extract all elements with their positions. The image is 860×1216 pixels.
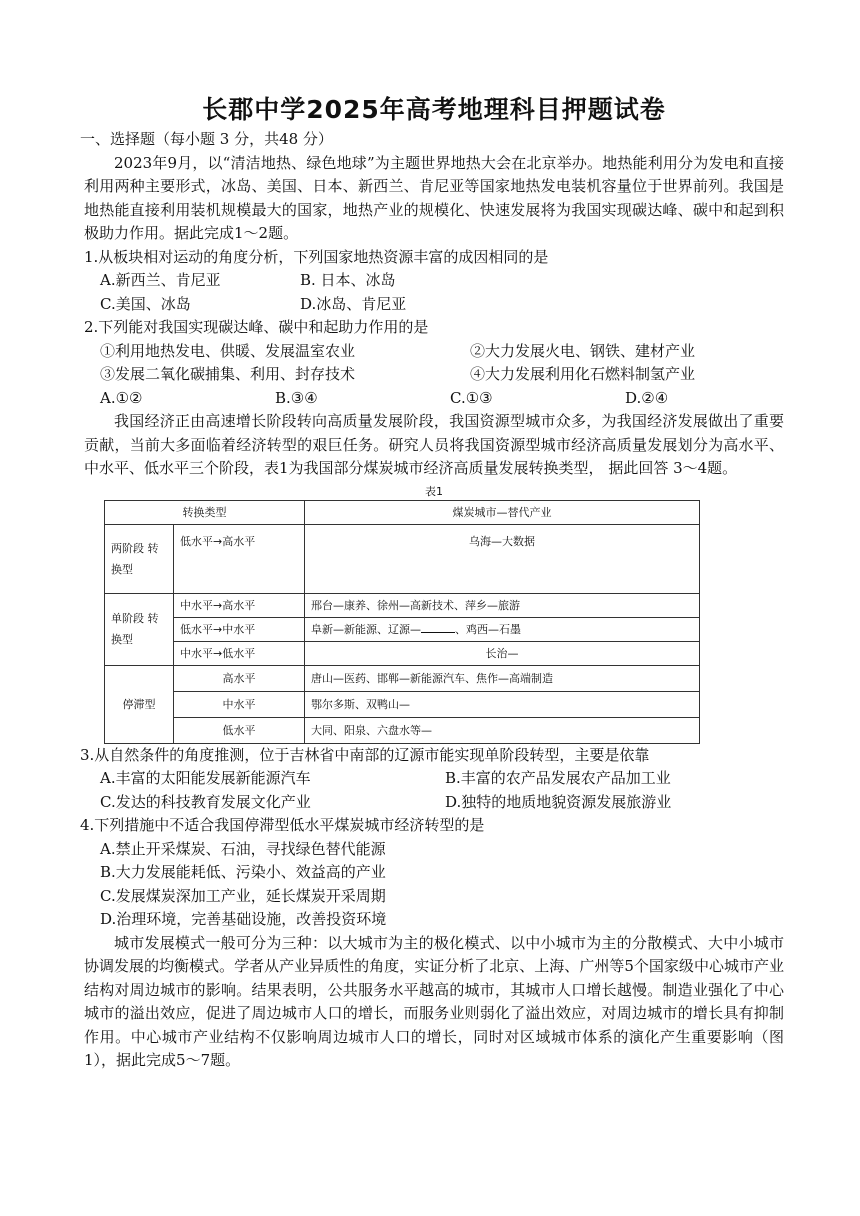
q2-option-a: A.①② <box>100 388 143 407</box>
question-1-stem: 1.从板块相对运动的角度分析，下列国家地热资源丰富的成因相同的是 <box>84 247 549 266</box>
table-type: 低水平→中水平 <box>174 617 305 641</box>
fill-blank <box>421 622 455 633</box>
q1-option-d: D.冰岛、肯尼亚 <box>300 294 407 313</box>
question-4-stem: 4.下列措施中不适合我国停滞型低水平煤炭城市经济转型的是 <box>80 816 485 834</box>
table-row <box>105 617 700 641</box>
table-value: 邢台—康养、徐州—高新技术、萍乡—旅游 <box>305 593 700 617</box>
material-2: 我国经济正由高速增长阶段转向高质量发展阶段，我国资源型城市众多，为我国经济发展做出了重要贡献，当前大多面临着经济转型的艰巨任务。研究人员将我国资源型城市经济高质量发展划分为高水平、中水平、低水平三个阶段，表1为我国部分煤炭城市经济高质量发展转换类型， 据此回答 3～4题。 <box>84 412 784 477</box>
q2-option-b: B.③④ <box>275 388 318 407</box>
table-1 <box>104 500 700 744</box>
question-2-stem: 2.下列能对我国实现碳达峰、碳中和起助力作用的是 <box>84 318 429 336</box>
question-1-options-row2 <box>84 293 784 317</box>
table-caption: 表1 <box>425 484 443 498</box>
table-header-type: 转换类型 <box>105 500 305 524</box>
table-value: 长治— <box>305 641 700 665</box>
table-header-row <box>105 500 700 524</box>
question-3-options-row1 <box>84 767 784 791</box>
table-value: 乌海—大数据 <box>305 524 700 593</box>
exam-page <box>80 90 784 1073</box>
table-row <box>105 691 700 717</box>
q2-statement-3: ③发展二氧化碳捕集、利用、封存技术 <box>100 365 356 383</box>
table-value: 鄂尔多斯、双鸭山— <box>305 691 700 717</box>
q2-statement-2: ②大力发展火电、钢铁、建材产业 <box>470 341 696 360</box>
question-2-options <box>84 387 784 411</box>
q3-option-d: D.独特的地质地貌资源发展旅游业 <box>445 792 672 811</box>
material-1: 2023年9月，以“清洁地热、绿色地球”为主题世界地热大会在北京举办。地热能利用分为发电和直接利用两种主要形式，冰岛、美国、日本、新西兰、肯尼亚等国家地热发电装机容量位于世界前列。我国是地热能直接利用装机规模最大的国家，地热产业的规模化、快速发展将为我国实现碳达峰、碳中和起到积极助力作用。据此完成1～2题。 <box>84 153 784 242</box>
question-1-options-row1 <box>84 269 784 293</box>
table-row <box>105 641 700 665</box>
q4-option-d: D.治理环境，完善基础设施，改善投资环境 <box>100 910 387 928</box>
section-heading: 一、选择题（每小题 3 分，共48 分） <box>80 130 333 148</box>
q4-option-c: C.发展煤炭深加工产业，延长煤炭开采周期 <box>100 886 386 905</box>
q3-option-a: A.丰富的太阳能发展新能源汽车 <box>100 769 311 787</box>
q1-option-c: C.美国、冰岛 <box>100 294 191 313</box>
table-row <box>105 665 700 691</box>
table-type: 高水平 <box>174 665 305 691</box>
question-2-statements-row1 <box>84 340 784 364</box>
q4-option-b: B.大力发展能耗低、污染小、效益高的产业 <box>100 863 386 881</box>
table-value: 大同、阳泉、六盘水等— <box>305 717 700 743</box>
table-type: 中水平 <box>174 691 305 717</box>
q1-option-b: B. 日本、冰岛 <box>300 271 396 289</box>
table-header-city: 煤炭城市—替代产业 <box>305 500 700 524</box>
table-row <box>105 717 700 743</box>
table-row <box>105 524 700 593</box>
q2-statement-4: ④大力发展利用化石燃料制氢产业 <box>470 365 696 383</box>
table-row <box>105 593 700 617</box>
q2-option-c: C.①③ <box>450 388 493 407</box>
q1-option-a: A.新西兰、肯尼亚 <box>100 271 221 289</box>
q2-option-d: D.②④ <box>625 388 669 407</box>
table-value: 唐山—医药、邯郸—新能源汽车、焦作—高端制造 <box>305 665 700 691</box>
table-group-single-stage: 单阶段 转换型 <box>105 593 174 665</box>
question-3-options-row2 <box>84 791 784 815</box>
q2-statement-1: ①利用地热发电、供暖、发展温室农业 <box>100 341 356 360</box>
table-value-part: 阜新—新能源、辽源— <box>311 623 421 636</box>
table-value-part: 、鸡西—石墨 <box>455 623 521 636</box>
question-3-stem: 3.从自然条件的角度推测，位于吉林省中南部的辽源市能实现单阶段转型，主要是依靠 <box>80 745 650 764</box>
q3-option-b: B.丰富的农产品发展农产品加工业 <box>445 769 671 787</box>
table-type: 中水平→低水平 <box>174 641 305 665</box>
question-2-statements-row2 <box>84 363 784 387</box>
table-type: 低水平→高水平 <box>174 524 305 593</box>
exam-title: 长郡中学2025年高考地理科目押题试卷 <box>202 95 666 124</box>
table-value <box>305 617 700 641</box>
table-type: 低水平 <box>174 717 305 743</box>
table-group-two-stage: 两阶段 转换型 <box>105 524 174 593</box>
q3-option-c: C.发达的科技教育发展文化产业 <box>100 792 311 811</box>
table-type: 中水平→高水平 <box>174 593 305 617</box>
table-group-stagnant: 停滞型 <box>105 665 174 743</box>
q4-option-a: A.禁止开采煤炭、石油，寻找绿色替代能源 <box>100 839 386 858</box>
material-3: 城市发展模式一般可分为三种：以大城市为主的极化模式、以中小城市为主的分散模式、大中小城市协调发展的均衡模式。学者从产业异质性的角度，实证分析了北京、上海、广州等5个国家级中心城市产业结构对周边城市的影响。结果表明，公共服务水平越高的城市，其城市人口增长越慢。制造业强化了中心城市的溢出效应，促进了周边城市人口的增长，而服务业则弱化了溢出效应，对周边城市的增长具有抑制作用。中心城市产业结构不仅影响周边城市人口的增长，同时对区域城市体系的演化产生重要影响（图1），据此完成5～7题。 <box>84 933 784 1069</box>
